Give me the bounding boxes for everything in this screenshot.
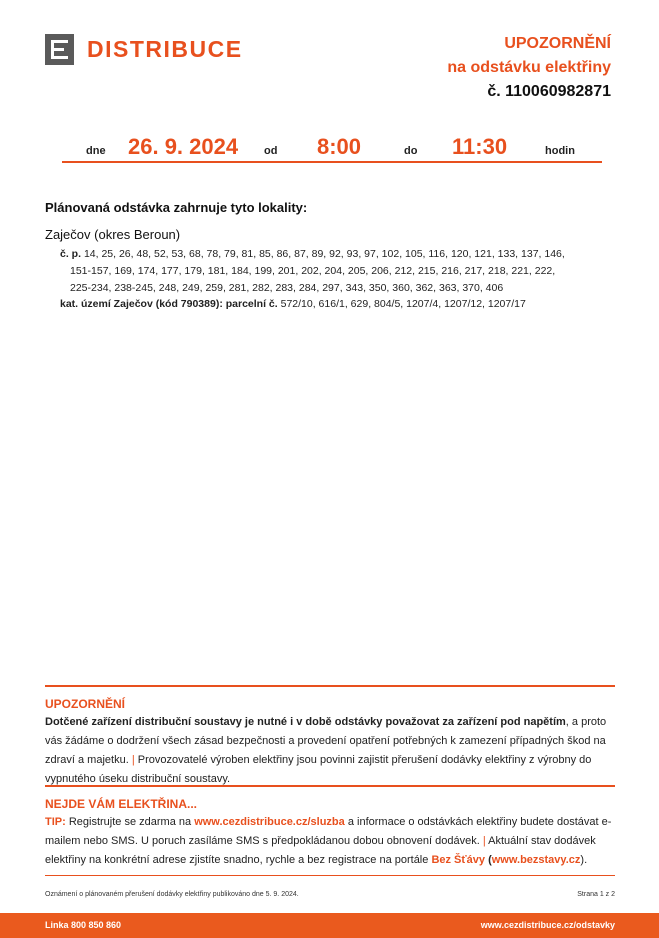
warning-text: Dotčené zařízení distribuční soustavy je nutné i v době odstávky považovat za zařízení pod napětím, a proto vás žádáme o dodržení všech zásad bezpečnosti a provedení opatření potřebných k zamezení případných škod na zdraví a majetku. | Provozovatelé výroben elektřiny jsou povinni zajistit přerušení dodávky elektřiny z výrobny do vypnutého úseku distribuční soustavy. — [45, 716, 607, 785]
outages-website-link[interactable]: www.cezdistribuce.cz/odstavky — [480, 920, 615, 930]
to-label: do — [404, 145, 418, 157]
company-logo — [45, 34, 243, 65]
page-number: Strana 1 z 2 — [577, 891, 615, 898]
bezstavy-link[interactable]: www.bezstavy.cz — [491, 854, 581, 866]
separator: | — [131, 754, 135, 766]
footer-band — [0, 913, 659, 938]
house-numbers-prefix: č. p. — [60, 248, 82, 260]
parcel-prefix: kat. území Zaječov (kód 790389): parcelní č. — [60, 298, 278, 310]
parcel-list: 572/10, 616/1, 629, 804/5, 1207/4, 1207/12, 1207/17 — [280, 298, 526, 310]
notice-subtitle: na odstávku elektřiny — [447, 59, 611, 76]
hours-unit: hodin — [545, 145, 575, 157]
house-numbers — [60, 246, 610, 297]
localities-intro: Plánovaná odstávka zahrnuje tyto lokality: — [45, 200, 308, 215]
notice-title: UPOZORNĚNÍ — [504, 35, 611, 52]
cez-logo-icon — [45, 34, 74, 65]
outage-start-time: 8:00 — [317, 134, 362, 159]
outage-end-time: 11:30 — [452, 134, 508, 159]
hotline: Linka 800 850 860 — [45, 920, 122, 930]
separator: | — [482, 835, 486, 847]
tip-text: TIP: Registrujte se zdarma na www.cezdistribuce.cz/sluzba a informace o odstávkách elektřiny budete dostávat e-mailem nebo SMS. U poruch zasíláme SMS s předpokládanou dobou obnovení dodávek. | Aktuální stav dodávek elektřiny na konkrétní adrese zjistíte snadno, rychle a bez registrace na portále Bez Šťávy (www.bezstavy.cz). — [45, 816, 612, 866]
footer-divider — [45, 875, 615, 876]
registration-link[interactable]: www.cezdistribuce.cz/sluzba — [194, 816, 345, 828]
brand-name: DISTRIBUCE — [87, 36, 243, 62]
notice-header — [447, 32, 611, 104]
house-numbers-line: 225-234, 238-245, 248, 249, 259, 281, 282, 283, 284, 297, 343, 350, 360, 362, 363, 370, 406 — [70, 282, 504, 294]
outage-date: 26. 9. 2024 — [128, 134, 239, 159]
publication-note: Oznámení o plánovaném přerušení dodávky elektřiny publikováno dne 5. 9. 2024. — [45, 891, 299, 898]
warning-heading: UPOZORNĚNÍ — [45, 697, 126, 711]
portal-name: Bez Šťávy — [431, 854, 486, 866]
outage-schedule — [62, 133, 602, 163]
house-numbers-line: č. p. 14, 25, 26, 48, 52, 53, 68, 78, 79, 81, 85, 86, 87, 89, 92, 93, 97, 102, 105, 116, 120, 121, 133, 137, 146, — [60, 248, 565, 260]
tip-section — [45, 785, 615, 870]
warning-section — [45, 685, 615, 789]
parcel-numbers — [60, 298, 526, 310]
notice-number: č. 110060982871 — [487, 83, 611, 100]
from-label: od — [264, 145, 278, 157]
tip-heading: NEJDE VÁM ELEKTŘINA... — [45, 797, 198, 811]
date-label: dne — [86, 145, 106, 157]
tip-label: TIP: — [45, 816, 66, 828]
house-numbers-line: 151-157, 169, 174, 177, 179, 181, 184, 199, 201, 202, 204, 205, 206, 212, 215, 216, 217, 218, 221, 222, — [70, 265, 556, 277]
locality-name: Zaječov (okres Beroun) — [45, 227, 181, 242]
